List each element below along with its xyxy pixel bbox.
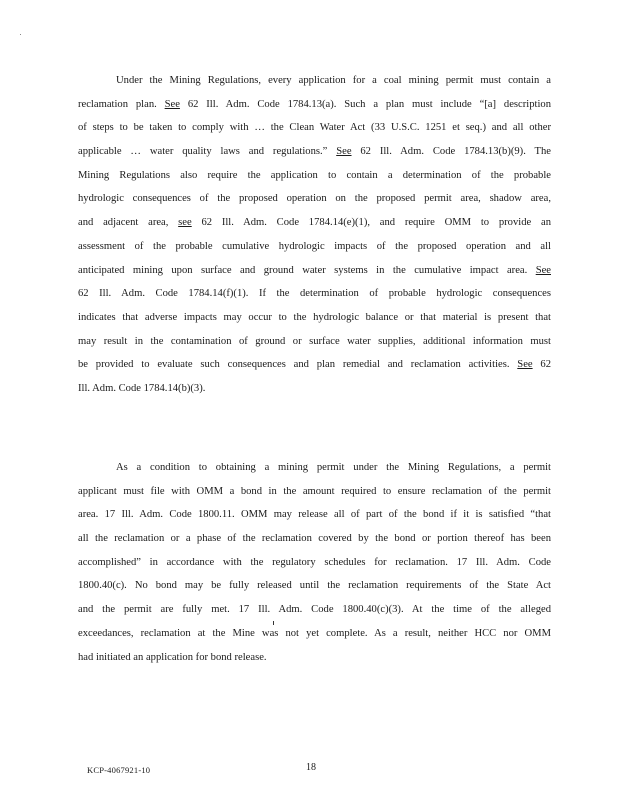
- text-line: accomplished” in accordance with the regulatory schedules for reclamation. 17 Ill. Adm. Code: [78, 556, 551, 568]
- text-line: applicable … water quality laws and regulations.” See 62 Ill. Adm. Code 1784.13(b)(9). The: [78, 146, 551, 158]
- text-line: hydrologic consequences of the proposed operation on the proposed permit area, shadow area,: [78, 193, 551, 205]
- see-signal: See: [535, 264, 551, 276]
- text-line: applicant must file with OMM a bond in the amount required to ensure reclamation of the permit: [78, 485, 551, 497]
- text-line: assessment of the probable cumulative hydrologic impacts of the proposed operation and all: [78, 240, 551, 252]
- text-line: exceedances, reclamation at the Mine was not yet complete. As a result, neither HCC nor OMM: [78, 627, 551, 639]
- text-line: anticipated mining upon surface and ground water systems in the cumulative impact area. See: [78, 264, 551, 276]
- footer-page-number: 18: [306, 762, 316, 773]
- see-signal: see: [178, 217, 192, 229]
- scan-mark: [273, 621, 274, 625]
- text-line: indicates that adverse impacts may occur to the hydrologic balance or that material is present that: [78, 311, 551, 323]
- text-line: all the reclamation or a phase of the reclamation covered by the bond or portion thereof has been: [78, 533, 551, 545]
- see-signal: See: [517, 359, 533, 371]
- footer-document-id: KCP-4067921-10: [87, 765, 151, 775]
- text-line: 1800.40(c). No bond may be fully released until the reclamation requirements of the State Act: [78, 580, 551, 592]
- scan-speck: [20, 34, 21, 35]
- text-line: 62 Ill. Adm. Code 1784.14(f)(1). If the determination of probable hydrologic consequences: [78, 288, 551, 300]
- text-line: had initiated an application for bond release.: [78, 651, 267, 663]
- text-line: and the permit are fully met. 17 Ill. Adm. Code 1800.40(c)(3). At the time of the alleged: [78, 604, 551, 616]
- text-line: reclamation plan. See 62 Ill. Adm. Code 1784.13(a). Such a plan must include “[a] description: [78, 98, 551, 110]
- see-signal: See: [164, 98, 180, 110]
- text-line: As a condition to obtaining a mining permit under the Mining Regulations, a permit: [116, 462, 551, 473]
- paragraph-bond-requirements: [78, 456, 551, 669]
- text-line: of steps to be taken to comply with … the Clean Water Act (33 U.S.C. 1251 et seq.) and all other: [78, 122, 551, 134]
- text-line: Ill. Adm. Code 1784.14(b)(3).: [78, 382, 206, 394]
- paragraph-mining-regulations: [78, 69, 551, 401]
- text-line: area. 17 Ill. Adm. Code 1800.11. OMM may release all of part of the bond if it is satisfied “that: [78, 509, 551, 521]
- text-line: Mining Regulations also require the application to contain a determination of the probable: [78, 169, 551, 181]
- text-line: and adjacent area, see 62 Ill. Adm. Code 1784.14(e)(1), and require OMM to provide an: [78, 217, 551, 229]
- text-line: be provided to evaluate such consequences and plan remedial and reclamation activities. See 62: [78, 359, 551, 371]
- see-signal: See: [336, 146, 352, 158]
- text-line: may result in the contamination of ground or surface water supplies, additional information must: [78, 335, 551, 347]
- text-line: Under the Mining Regulations, every application for a coal mining permit must contain a: [116, 75, 551, 86]
